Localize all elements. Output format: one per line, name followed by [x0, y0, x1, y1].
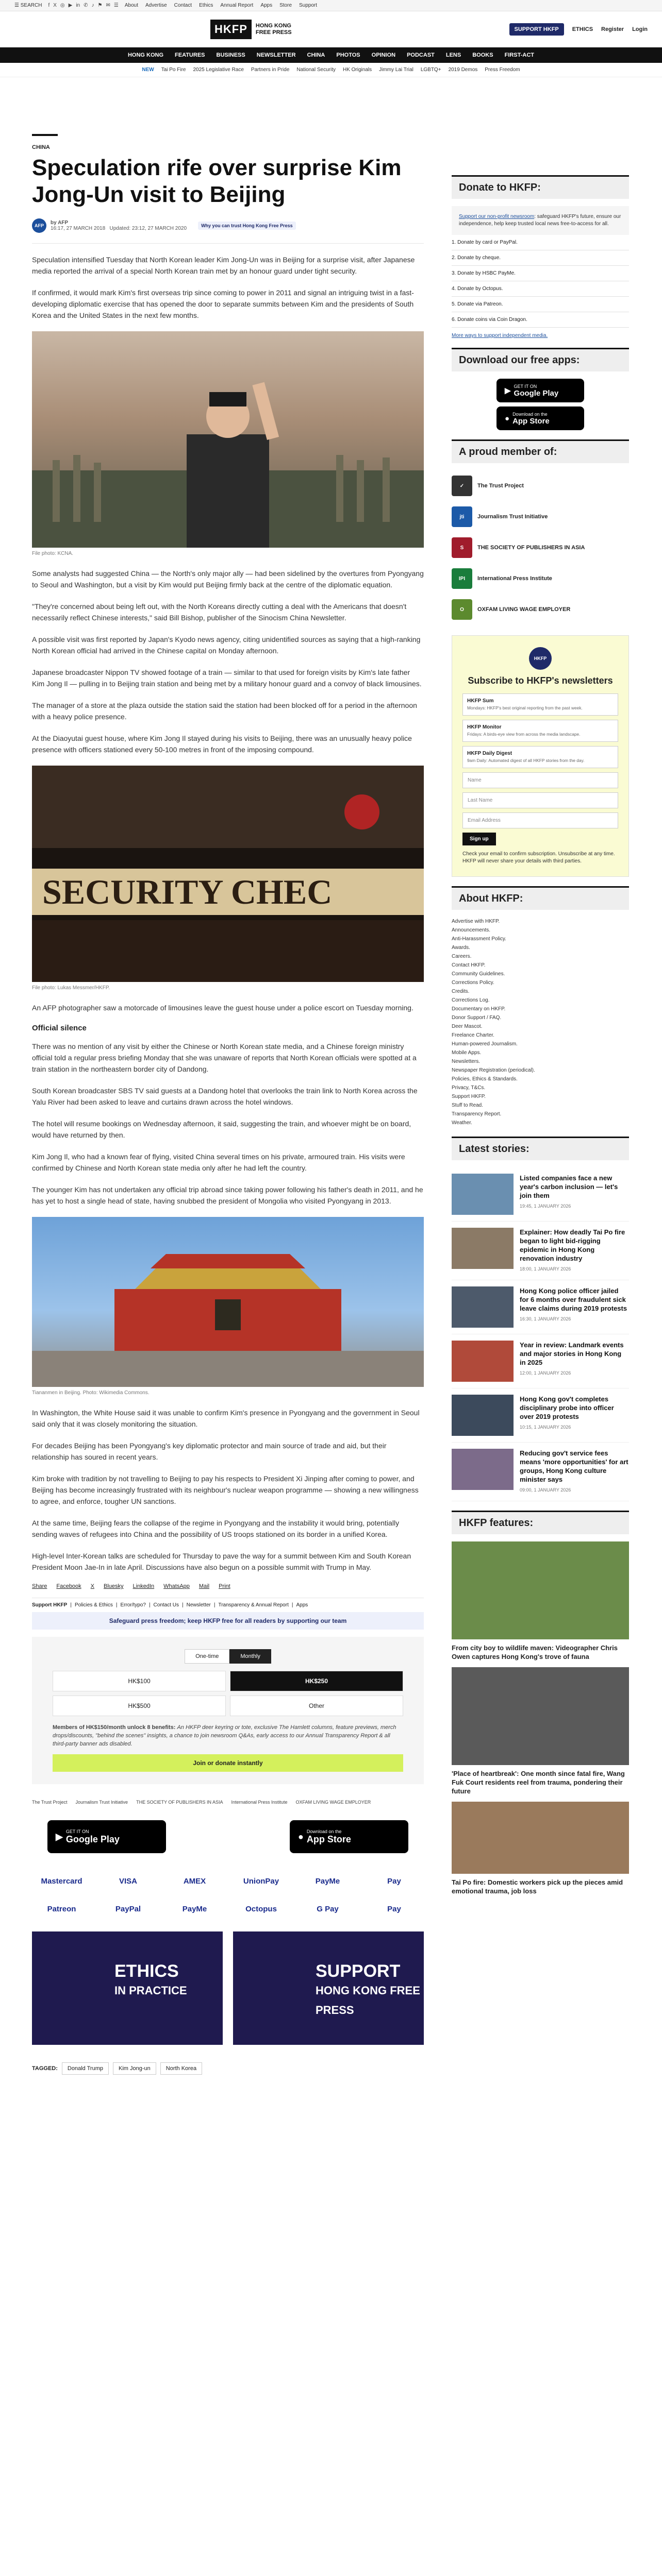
link-store[interactable]: Store: [279, 3, 292, 8]
story-date: 09:00, 1 JANUARY 2026: [520, 1487, 571, 1493]
member-benefits-text: An HKFP deer keyring or tote, exclusive The Hamlett columns, feature previews, merch drops/discounts, "behind the scenes" insights, a chance to join newsroom Q&As, early access to our Annual Transparency Report & all third-party banner ads disabled.: [53, 1724, 396, 1747]
jti-icon: jti: [452, 506, 472, 527]
nav-first-act[interactable]: FIRST-ACT: [504, 52, 535, 58]
sopa-icon: S: [452, 537, 472, 558]
member-label: OXFAM LIVING WAGE EMPLOYER: [477, 606, 571, 613]
option-desc: Fridays: A birds-eye view from across the media landscape.: [467, 732, 581, 737]
amount-option[interactable]: HK$100: [53, 1671, 226, 1691]
member-label: International Press Institute: [477, 575, 552, 582]
site-header: [0, 11, 662, 47]
nav-books[interactable]: BOOKS: [472, 52, 493, 58]
email-field[interactable]: Email Address: [462, 812, 618, 828]
trending-item[interactable]: LGBTQ+: [420, 67, 441, 73]
top-bar: [0, 0, 662, 11]
publish-date: 16:17, 27 MARCH 2018: [51, 226, 106, 231]
story-date: 16:30, 1 JANUARY 2026: [520, 1316, 571, 1321]
about-heading: About HKFP:: [452, 886, 629, 910]
member-trust-project[interactable]: [452, 470, 629, 501]
about-link[interactable]: Mobile Apps.: [452, 1050, 482, 1056]
about-link[interactable]: Corrections Log.: [452, 997, 490, 1003]
nav-china[interactable]: CHINA: [307, 52, 325, 58]
as-label: App Store: [306, 1834, 351, 1844]
story-date: 10:15, 1 JANUARY 2026: [520, 1425, 571, 1430]
site-logo[interactable]: [210, 20, 292, 39]
photo-caption: File photo: KCNA.: [32, 551, 74, 556]
social-icons: [48, 3, 118, 8]
paragraph: "They're concerned about being left out, with the North Koreans directly cutting a deal with the Americans that doesn't necessarily reflect Chinese interests," said Bill Bishop, publisher of the Sinocism China Newsletter.: [32, 602, 407, 622]
newsletter-note: Check your email to confirm subscription. Unsubscribe at any time. HKFP will never share your details with third parties.: [462, 851, 615, 864]
latest-story[interactable]: [452, 1443, 629, 1501]
nav-podcast[interactable]: PODCAST: [407, 52, 435, 58]
as-small: Download on the: [512, 411, 548, 417]
nav-hong-kong[interactable]: HONG KONG: [127, 52, 164, 58]
gp-small: GET IT ON: [514, 383, 537, 389]
trust-project-badge[interactable]: The Trust Project: [32, 1800, 68, 1805]
share-facebook[interactable]: Facebook: [56, 1583, 81, 1589]
about-link[interactable]: Documentary on HKFP.: [452, 1006, 506, 1012]
trending-item[interactable]: Jimmy Lai Trial: [379, 67, 413, 73]
donate-intro: [452, 206, 629, 235]
latest-heading: Latest stories:: [452, 1137, 629, 1160]
newsletter-option[interactable]: [462, 746, 618, 768]
about-link[interactable]: Newspaper Registration (periodical).: [452, 1067, 535, 1073]
donate-link[interactable]: Support our non-profit newsroom: [459, 214, 535, 219]
trending-item[interactable]: Tai Po Fire: [161, 67, 186, 73]
sign-text: SECURITY CHEC: [42, 872, 333, 911]
option-desc: Mondays: HKFP's best original reporting from the past week.: [467, 705, 583, 710]
payment-methods: [32, 1871, 424, 1919]
security-photo-illustration: [32, 766, 424, 982]
trending-item[interactable]: HK Originals: [342, 67, 372, 73]
paragraph: At the same time, Beijing fears the collapse of the regime in Pyongyang and the instability it would bring, potentially sending waves of refugees into China and the possibility of US troops stationed on its border in a unified Korea.: [32, 1519, 400, 1538]
name-field[interactable]: Name: [462, 772, 618, 788]
support-hkfp-button[interactable]: SUPPORT HKFP: [509, 23, 564, 36]
paragraph: The hotel will resume bookings on Wednesday afternoon, it said, suggesting the train, and whoever might be on board, would have returned by then.: [32, 1120, 411, 1139]
sopa-badge[interactable]: THE SOCIETY OF PUBLISHERS IN ASIA: [136, 1800, 223, 1805]
about-link[interactable]: Support HKFP.: [452, 1094, 486, 1099]
tag[interactable]: Kim Jong-un: [113, 2062, 156, 2075]
feature-item[interactable]: [452, 1541, 629, 1661]
nav-features[interactable]: FEATURES: [175, 52, 205, 58]
article-body: [32, 254, 424, 1573]
logo-line1: HONG KONG: [255, 22, 291, 29]
tiananmen-illustration: [32, 1217, 424, 1387]
paragraph: An AFP photographer saw a motorcade of limousines leave the guest house under a police escort on Tuesday morning.: [32, 1004, 413, 1012]
photo-caption: Tiananmen in Beijing. Photo: Wikimedia Commons.: [32, 1390, 150, 1396]
link-annual-report[interactable]: Annual Report: [220, 3, 254, 8]
trust-project-icon: ✓: [452, 476, 472, 496]
kim-photo-illustration: [32, 331, 424, 548]
link-apps[interactable]: Apps: [260, 3, 273, 8]
nav-lens[interactable]: LENS: [445, 52, 461, 58]
membership-badges: [32, 1800, 424, 1805]
ethics-banner[interactable]: [32, 1931, 223, 2045]
trending-item[interactable]: National Security: [296, 67, 336, 73]
footer-support[interactable]: Support HKFP: [32, 1602, 68, 1608]
member-label: THE SOCIETY OF PUBLISHERS IN ASIA: [477, 545, 585, 551]
paragraph: Kim broke with tradition by not travelling to Beijing to pay his respects to President Xi Jinping after coming to power, and Beijing has become increasingly frustrated with its neighbour's nuclear weapon programme — showing a new willingness to agree, and enforce, tougher UN sanctions.: [32, 1475, 419, 1505]
kim-photo: [32, 331, 424, 548]
mail-icon[interactable]: ✉: [106, 3, 110, 8]
trending-item[interactable]: 2019 Demos: [448, 67, 478, 73]
whatsapp-icon[interactable]: ✆: [84, 3, 88, 8]
nav-newsletter[interactable]: NEWSLETTER: [256, 52, 296, 58]
feature-image: [452, 1541, 629, 1639]
jti-badge[interactable]: Journalism Trust Initiative: [75, 1800, 128, 1805]
donate-method[interactable]: 2. Donate by cheque.: [452, 250, 629, 266]
member-benefits-title: Members of HK$150/month unlock 8 benefits:: [53, 1724, 176, 1731]
trending-item[interactable]: Partners in Pride: [251, 67, 290, 73]
join-button[interactable]: Join or donate instantly: [53, 1754, 403, 1772]
ad-line2: HONG KONG FREE PRESS: [316, 1984, 420, 2016]
search-label[interactable]: SEARCH: [20, 3, 42, 8]
newsletter-box: [452, 635, 629, 877]
member-label: The Trust Project: [477, 483, 524, 489]
paragraph: For decades Beijing has been Pyongyang's key diplomatic protector and main source of trade and aid, but their relationship has soured in recent years.: [32, 1442, 387, 1461]
nav-opinion[interactable]: OPINION: [371, 52, 396, 58]
share-linkedin[interactable]: LinkedIn: [133, 1583, 155, 1589]
paragraph: The manager of a store at the plaza outside the station said the station had been blocked off for a period in the afternoon with a heavy police presence.: [32, 701, 417, 721]
sidebar: [452, 124, 629, 1895]
story-thumbnail: [452, 1449, 514, 1490]
donate-heading: Donate to HKFP:: [452, 175, 629, 199]
about-link[interactable]: Corrections Policy.: [452, 980, 494, 986]
byline: [32, 218, 424, 233]
share-whatsapp[interactable]: WhatsApp: [163, 1583, 190, 1589]
oxfam-icon: O: [452, 599, 472, 620]
member-heading: A proud member of:: [452, 439, 629, 463]
link-support[interactable]: Support: [299, 3, 318, 8]
paragraph: A possible visit was first reported by Japan's Kyodo news agency, citing unidentified sources as saying that a high-ranking North Korean official had arrived in the Chinese capital on Monday afternoon.: [32, 635, 421, 655]
apps-heading: Download our free apps:: [452, 348, 629, 371]
share-bluesky[interactable]: Bluesky: [104, 1583, 124, 1589]
payment-logo: VISA: [119, 1876, 137, 1886]
paragraph: Speculation intensified Tuesday that North Korean leader Kim Jong-Un was in Beijing for a surprise visit, after Japanese media reported the arrival of a special North Korean train met by an honour guard under tight security.: [32, 256, 415, 275]
divider: [32, 243, 424, 244]
facebook-icon[interactable]: f: [48, 3, 50, 8]
why-trust-button[interactable]: Why you can trust Hong Kong Free Press: [198, 222, 296, 230]
paragraph: Japanese broadcaster Nippon TV showed footage of a train — similar to that used for foreign visits by Kim's late father Kim Jong Il — pulling in to Beijing train station and being met by a military honour guard and a convoy of black limousines.: [32, 668, 422, 688]
payment-logo: Pay: [387, 1876, 401, 1886]
nav-business[interactable]: BUSINESS: [216, 52, 245, 58]
payment-logo: UnionPay: [243, 1876, 279, 1886]
feature-item[interactable]: [452, 1802, 629, 1895]
about-link[interactable]: Credits.: [452, 989, 470, 994]
member-oxfam[interactable]: [452, 594, 629, 625]
story-date: 12:00, 1 JANUARY 2026: [520, 1370, 571, 1376]
story-title: Hong Kong gov't completes disciplinary probe into officer over 2019 protests: [520, 1395, 614, 1420]
gp-label: Google Play: [514, 388, 559, 398]
story-date: 18:00, 1 JANUARY 2026: [520, 1266, 571, 1272]
newsletter-option[interactable]: [462, 693, 618, 716]
youtube-icon[interactable]: ▶: [68, 3, 73, 8]
tab-one-time[interactable]: One-time: [185, 1649, 229, 1664]
latest-story[interactable]: [452, 1388, 629, 1443]
member-label: Journalism Trust Initiative: [477, 514, 548, 520]
apple-icon: ●: [505, 414, 510, 423]
share-links: [32, 1583, 424, 1589]
paragraph: Some analysts had suggested China — the North's only major ally — had been sidelined by the overtures from Pyongyang to Seoul and Washington, but a visit by Kim would put Beijing firmly back at the centre of the diplomatic equation.: [32, 569, 424, 589]
about-link[interactable]: Human-powered Journalism.: [452, 1041, 518, 1047]
footer-transparency[interactable]: Transparency & Annual Report: [218, 1602, 289, 1608]
donate-method[interactable]: 3. Donate by HSBC PayMe.: [452, 266, 629, 281]
payment-logo: PayMe: [182, 1904, 207, 1913]
latest-story[interactable]: [452, 1222, 629, 1280]
main-nav: [0, 47, 662, 63]
donate-method[interactable]: 6. Donate coins via Coin Dragon.: [452, 312, 629, 328]
option-name: HKFP Sum: [467, 698, 494, 704]
x-icon[interactable]: X: [53, 3, 57, 8]
sidebar-google-play[interactable]: [496, 379, 584, 402]
story-thumbnail: [452, 1286, 514, 1328]
donate-text: : safeguard HKFP's future, ensure our independence, help keep trusted local news free-to-access for all.: [459, 214, 621, 227]
app-store-button[interactable]: [290, 1820, 408, 1853]
latest-story[interactable]: [452, 1167, 629, 1222]
footer-contact[interactable]: Contact Us: [153, 1602, 179, 1608]
footer-links: Support HKFP | Policies & Ethics | Error/typo? | Contact Us | Newsletter | Transparency & Annual Report | Apps: [32, 1598, 424, 1608]
about-link[interactable]: Newsletters.: [452, 1059, 481, 1064]
instagram-icon[interactable]: ◎: [60, 3, 65, 8]
last-name-field[interactable]: Last Name: [462, 792, 618, 808]
payment-logo: PayPal: [115, 1904, 141, 1913]
paragraph: At the Diaoyutai guest house, where Kim Jong Il stayed during his visits to Beijing, there was an unusually heavy police presence with officers stationed every 50-100 metres in front of the imposing compound.: [32, 734, 412, 754]
threads-icon[interactable]: ⚑: [97, 3, 103, 8]
ad-line1: ETHICS: [114, 1961, 179, 1981]
tiktok-icon[interactable]: ♪: [91, 3, 94, 8]
link-advertise[interactable]: Advertise: [145, 3, 167, 8]
footer-newsletter[interactable]: Newsletter: [186, 1602, 211, 1608]
subheading: Official silence: [32, 1024, 87, 1032]
register-link[interactable]: Register: [601, 26, 624, 32]
option-name: HKFP Daily Digest: [467, 751, 512, 756]
member-benefits: [53, 1723, 403, 1748]
story-title: Explainer: How deadly Tai Po fire began to light bid-rigging epidemic in Hong Kong renovation industry: [520, 1228, 625, 1262]
about-link[interactable]: Contact HKFP.: [452, 962, 486, 968]
article: [32, 124, 424, 2075]
as-label: App Store: [512, 416, 550, 426]
about-links: [452, 917, 629, 1127]
trending-bar: [0, 63, 662, 77]
member-jti[interactable]: [452, 501, 629, 532]
gp-label: Google Play: [65, 1834, 120, 1844]
tags: [32, 2062, 424, 2075]
more-ways-link[interactable]: More ways to support independent media.: [452, 333, 548, 338]
nav-photos[interactable]: PHOTOS: [336, 52, 360, 58]
ad-line1: SUPPORT: [316, 1961, 401, 1981]
article-title: Speculation rife over surprise Kim Jong-Un visit to Beijing: [32, 155, 402, 207]
story-title: Hong Kong police officer jailed for 6 months over fraudulent sick leave claims during 2019 protests: [520, 1287, 627, 1312]
link-ethics[interactable]: Ethics: [199, 3, 213, 8]
amount-option[interactable]: Other: [230, 1696, 403, 1716]
about-link[interactable]: Advertise with HKFP.: [452, 919, 500, 924]
login-link[interactable]: Login: [632, 26, 648, 32]
search-icon[interactable]: ☰ SEARCH: [14, 3, 42, 8]
trending-item[interactable]: 2025 Legislative Race: [193, 67, 244, 73]
story-thumbnail: [452, 1341, 514, 1382]
donate-method[interactable]: 1. Donate by card or PayPal.: [452, 235, 629, 250]
paragraph: In Washington, the White House said it was unable to confirm Kim's presence in Pyongyang and the government in Seoul said only that it was closely monitoring the situation.: [32, 1409, 420, 1428]
link-contact[interactable]: Contact: [174, 3, 192, 8]
tag[interactable]: Donald Trump: [62, 2062, 109, 2075]
photo-caption: File photo: Lukas Messmer/HKFP.: [32, 985, 110, 991]
story-date: 19:45, 1 JANUARY 2026: [520, 1204, 571, 1209]
member-ipi[interactable]: [452, 563, 629, 594]
story-thumbnail: [452, 1395, 514, 1436]
feature-item[interactable]: [452, 1667, 629, 1795]
footer-error[interactable]: Error/typo?: [120, 1602, 146, 1608]
paragraph: Kim Jong Il, who had a known fear of flying, visited China several times on his private, armoured train. His visits were confirmed by Chinese and North Korean state media only after he had left the country.: [32, 1153, 405, 1172]
logo-mark[interactable]: HKFP: [210, 20, 252, 39]
story-thumbnail: [452, 1228, 514, 1269]
trending-label: NEW: [142, 67, 154, 73]
paragraph: The younger Kim has not undertaken any official trip abroad since taking power following his father's death in 2011, and he has yet to host a single head of state, having snubbed the president of Mongolia who visited Pyongyang in 2013.: [32, 1185, 423, 1205]
feature-title: Tai Po fire: Domestic workers pick up the pieces amid emotional trauma, job loss: [452, 1878, 623, 1895]
option-desc: 9am Daily: Automated digest of all HKFP stories from the day.: [467, 758, 585, 763]
paragraph: High-level Inter-Korean talks are scheduled for Thursday to pave the way for a summit between Kim and South Korean President Moon Jae-In in late April. Discussions have also begun on a possible summit with Trump in May.: [32, 1552, 411, 1571]
ad-line2: IN PRACTICE: [114, 1984, 187, 1997]
sidebar-app-store[interactable]: [496, 406, 584, 430]
link-about[interactable]: About: [124, 3, 138, 8]
gp-small: GET IT ON: [65, 1828, 89, 1834]
payment-logo: PayMe: [315, 1876, 340, 1886]
share-print[interactable]: Print: [219, 1583, 230, 1589]
amount-option[interactable]: HK$500: [53, 1696, 226, 1716]
newsletter-title: Subscribe to HKFP's newsletters: [468, 675, 613, 686]
play-icon: ▶: [505, 386, 511, 395]
tag[interactable]: North Korea: [160, 2062, 202, 2075]
newsletter-logo: HKFP: [529, 647, 552, 670]
latest-story[interactable]: [452, 1334, 629, 1388]
donate-methods: [452, 235, 629, 328]
share-mail[interactable]: Mail: [198, 1583, 210, 1589]
payment-logo: Octopus: [245, 1904, 277, 1913]
newsletter-option[interactable]: [462, 720, 618, 742]
tab-monthly[interactable]: Monthly: [229, 1649, 271, 1664]
about-link[interactable]: Stuff to Read.: [452, 1103, 483, 1108]
paragraph: South Korean broadcaster SBS TV said guests at a Dandong hotel that overlooks the train link to North Korea across the Yalu River had been asked to leave and curtains drawn across the hotel windows.: [32, 1087, 418, 1106]
sign-up-button[interactable]: Sign up: [462, 833, 496, 845]
trending-item[interactable]: Press Freedom: [485, 67, 520, 73]
payment-logo: Patreon: [47, 1904, 76, 1913]
payment-logo: Pay: [387, 1904, 401, 1913]
ethics-link[interactable]: ETHICS: [572, 26, 593, 32]
donate-method[interactable]: 5. Donate via Patreon.: [452, 297, 629, 312]
about-link[interactable]: Anti-Harassment Policy.: [452, 936, 506, 942]
promo-banners: [32, 1931, 424, 2045]
story-title: Reducing gov't service fees means 'more opportunities' for art groups, Hong Kong culture minister says: [520, 1449, 628, 1483]
ipi-badge[interactable]: International Press Institute: [231, 1800, 288, 1805]
about-link[interactable]: Careers.: [452, 954, 472, 959]
google-play-button[interactable]: [47, 1820, 166, 1853]
feature-image: [452, 1802, 629, 1874]
payment-logo: AMEX: [183, 1876, 206, 1886]
share-x[interactable]: X: [90, 1583, 95, 1589]
rss-icon[interactable]: ☰: [113, 3, 119, 8]
author-name[interactable]: by AFP: [51, 220, 69, 226]
feature-image: [452, 1667, 629, 1765]
donate-method[interactable]: 4. Donate by Octopus.: [452, 281, 629, 297]
about-link[interactable]: Awards.: [452, 945, 470, 951]
share-label[interactable]: Share: [32, 1583, 47, 1589]
story-title: Year in review: Landmark events and major stories in Hong Kong in 2025: [520, 1341, 624, 1366]
about-link[interactable]: Policies, Ethics & Standards.: [452, 1076, 518, 1082]
about-link[interactable]: Transparency Report.: [452, 1111, 502, 1117]
about-link[interactable]: Privacy, T&Cs.: [452, 1085, 486, 1091]
footer-apps[interactable]: Apps: [296, 1602, 308, 1608]
paragraph: There was no mention of any visit by either the Chinese or North Korean state media, and a Chinese foreign ministry official told a regular press briefing Monday that she was unaware of reports that North Korean officials were spotted at a train station in the northeastern border city of Dandong.: [32, 1042, 417, 1073]
feature-title: From city boy to wildlife maven: Videographer Chris Owen captures Hong Kong's trove of fauna: [452, 1644, 618, 1660]
security-photo: [32, 766, 424, 982]
about-link[interactable]: Donor Support / FAQ.: [452, 1015, 502, 1021]
article-category[interactable]: CHINA: [32, 144, 50, 150]
author-avatar[interactable]: AFP: [32, 218, 46, 233]
oxfam-badge[interactable]: OXFAM LIVING WAGE EMPLOYER: [295, 1800, 371, 1805]
linkedin-icon[interactable]: in: [76, 3, 80, 8]
updated-date: Updated: 23:12, 27 MARCH 2020: [109, 226, 187, 231]
as-small: Download on the: [306, 1828, 342, 1834]
about-link[interactable]: Weather.: [452, 1120, 472, 1126]
story-title: Listed companies face a new year's carbon inclusion — let's join them: [520, 1174, 618, 1199]
tags-label: TAGGED:: [32, 2065, 58, 2072]
features-heading: HKFP features:: [452, 1511, 629, 1534]
paragraph: If confirmed, it would mark Kim's first overseas trip since coming to power in 2011 and signal an intriguing twist in a fast-developing diplomatic exercise that has opened the door to separate summits between Kim and the presidents of South Korea and the United States in the next few months.: [32, 289, 414, 319]
member-sopa[interactable]: [452, 532, 629, 563]
kicker-rule: [32, 134, 58, 136]
amount-option[interactable]: HK$250: [230, 1671, 403, 1691]
apple-icon: ●: [298, 1831, 304, 1842]
about-link[interactable]: Announcements.: [452, 927, 491, 933]
footer-policies[interactable]: Policies & Ethics: [74, 1602, 113, 1608]
donate-banner[interactable]: Safeguard press freedom; keep HKFP free for all readers by supporting our team: [32, 1612, 424, 1630]
tiananmen-photo: [32, 1217, 424, 1387]
feature-title: 'Place of heartbreak': One month since fatal fire, Wang Fuk Court residents reel from trauma, pondering their future: [452, 1770, 625, 1795]
about-link[interactable]: Freelance Charter.: [452, 1032, 494, 1038]
logo-line2: FREE PRESS: [255, 29, 292, 36]
support-banner[interactable]: [233, 1931, 424, 2045]
payment-logo: Mastercard: [41, 1876, 82, 1886]
option-name: HKFP Monitor: [467, 724, 502, 730]
latest-story[interactable]: [452, 1280, 629, 1334]
donate-widget: [32, 1637, 424, 1784]
play-icon: ▶: [56, 1831, 63, 1842]
story-thumbnail: [452, 1174, 514, 1215]
payment-logo: G Pay: [317, 1904, 339, 1913]
ipi-icon: IPI: [452, 568, 472, 589]
about-link[interactable]: Community Guidelines.: [452, 971, 505, 977]
about-link[interactable]: Deer Mascot.: [452, 1024, 483, 1029]
